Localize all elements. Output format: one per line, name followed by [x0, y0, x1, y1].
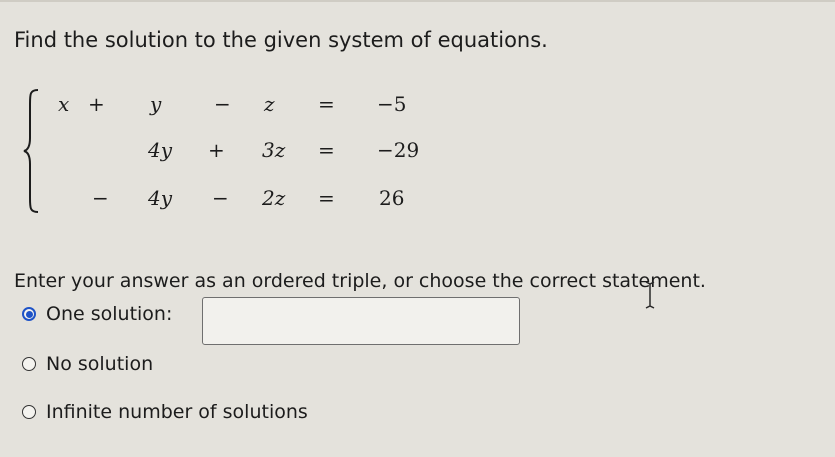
radio-dot-icon: [26, 311, 33, 318]
equation-row-3: [22, 186, 462, 216]
option-label: One solution:: [46, 303, 173, 325]
rhs-value: −5: [377, 92, 407, 116]
term-z: 2z: [262, 186, 286, 210]
term-z: z: [264, 92, 275, 116]
option-infinite-solutions[interactable]: [22, 398, 308, 426]
ordered-triple-input[interactable]: [202, 297, 520, 345]
rhs-value: 26: [379, 186, 405, 210]
operator: +: [208, 138, 225, 162]
option-no-solution[interactable]: [22, 350, 153, 378]
operator: −: [212, 186, 229, 210]
equals-sign: =: [318, 186, 335, 210]
radio-unselected-icon[interactable]: [22, 357, 36, 371]
term-y: 4y: [148, 186, 173, 210]
operator: +: [88, 92, 105, 116]
question-prompt: Find the solution to the given system of equations.: [14, 28, 548, 52]
equation-system: [22, 86, 462, 216]
leading-sign: −: [92, 186, 109, 210]
equation-row-2: [22, 138, 462, 168]
equation-row-1: [22, 92, 462, 122]
term-y: 4y: [148, 138, 173, 162]
top-divider: [0, 0, 835, 2]
operator: −: [214, 92, 231, 116]
radio-selected-icon[interactable]: [22, 307, 36, 321]
equals-sign: =: [318, 138, 335, 162]
option-label: No solution: [46, 353, 154, 375]
radio-unselected-icon[interactable]: [22, 405, 36, 419]
rhs-value: −29: [377, 138, 420, 162]
term-x: x: [58, 92, 70, 116]
option-label: Infinite number of solutions: [46, 401, 308, 423]
term-y: y: [150, 92, 162, 116]
text-cursor-icon: [644, 280, 656, 310]
equals-sign: =: [318, 92, 335, 116]
answer-instruction: Enter your answer as an ordered triple, or choose the correct statement.: [14, 270, 706, 292]
term-z: 3z: [262, 138, 286, 162]
option-one-solution[interactable]: [22, 300, 172, 328]
